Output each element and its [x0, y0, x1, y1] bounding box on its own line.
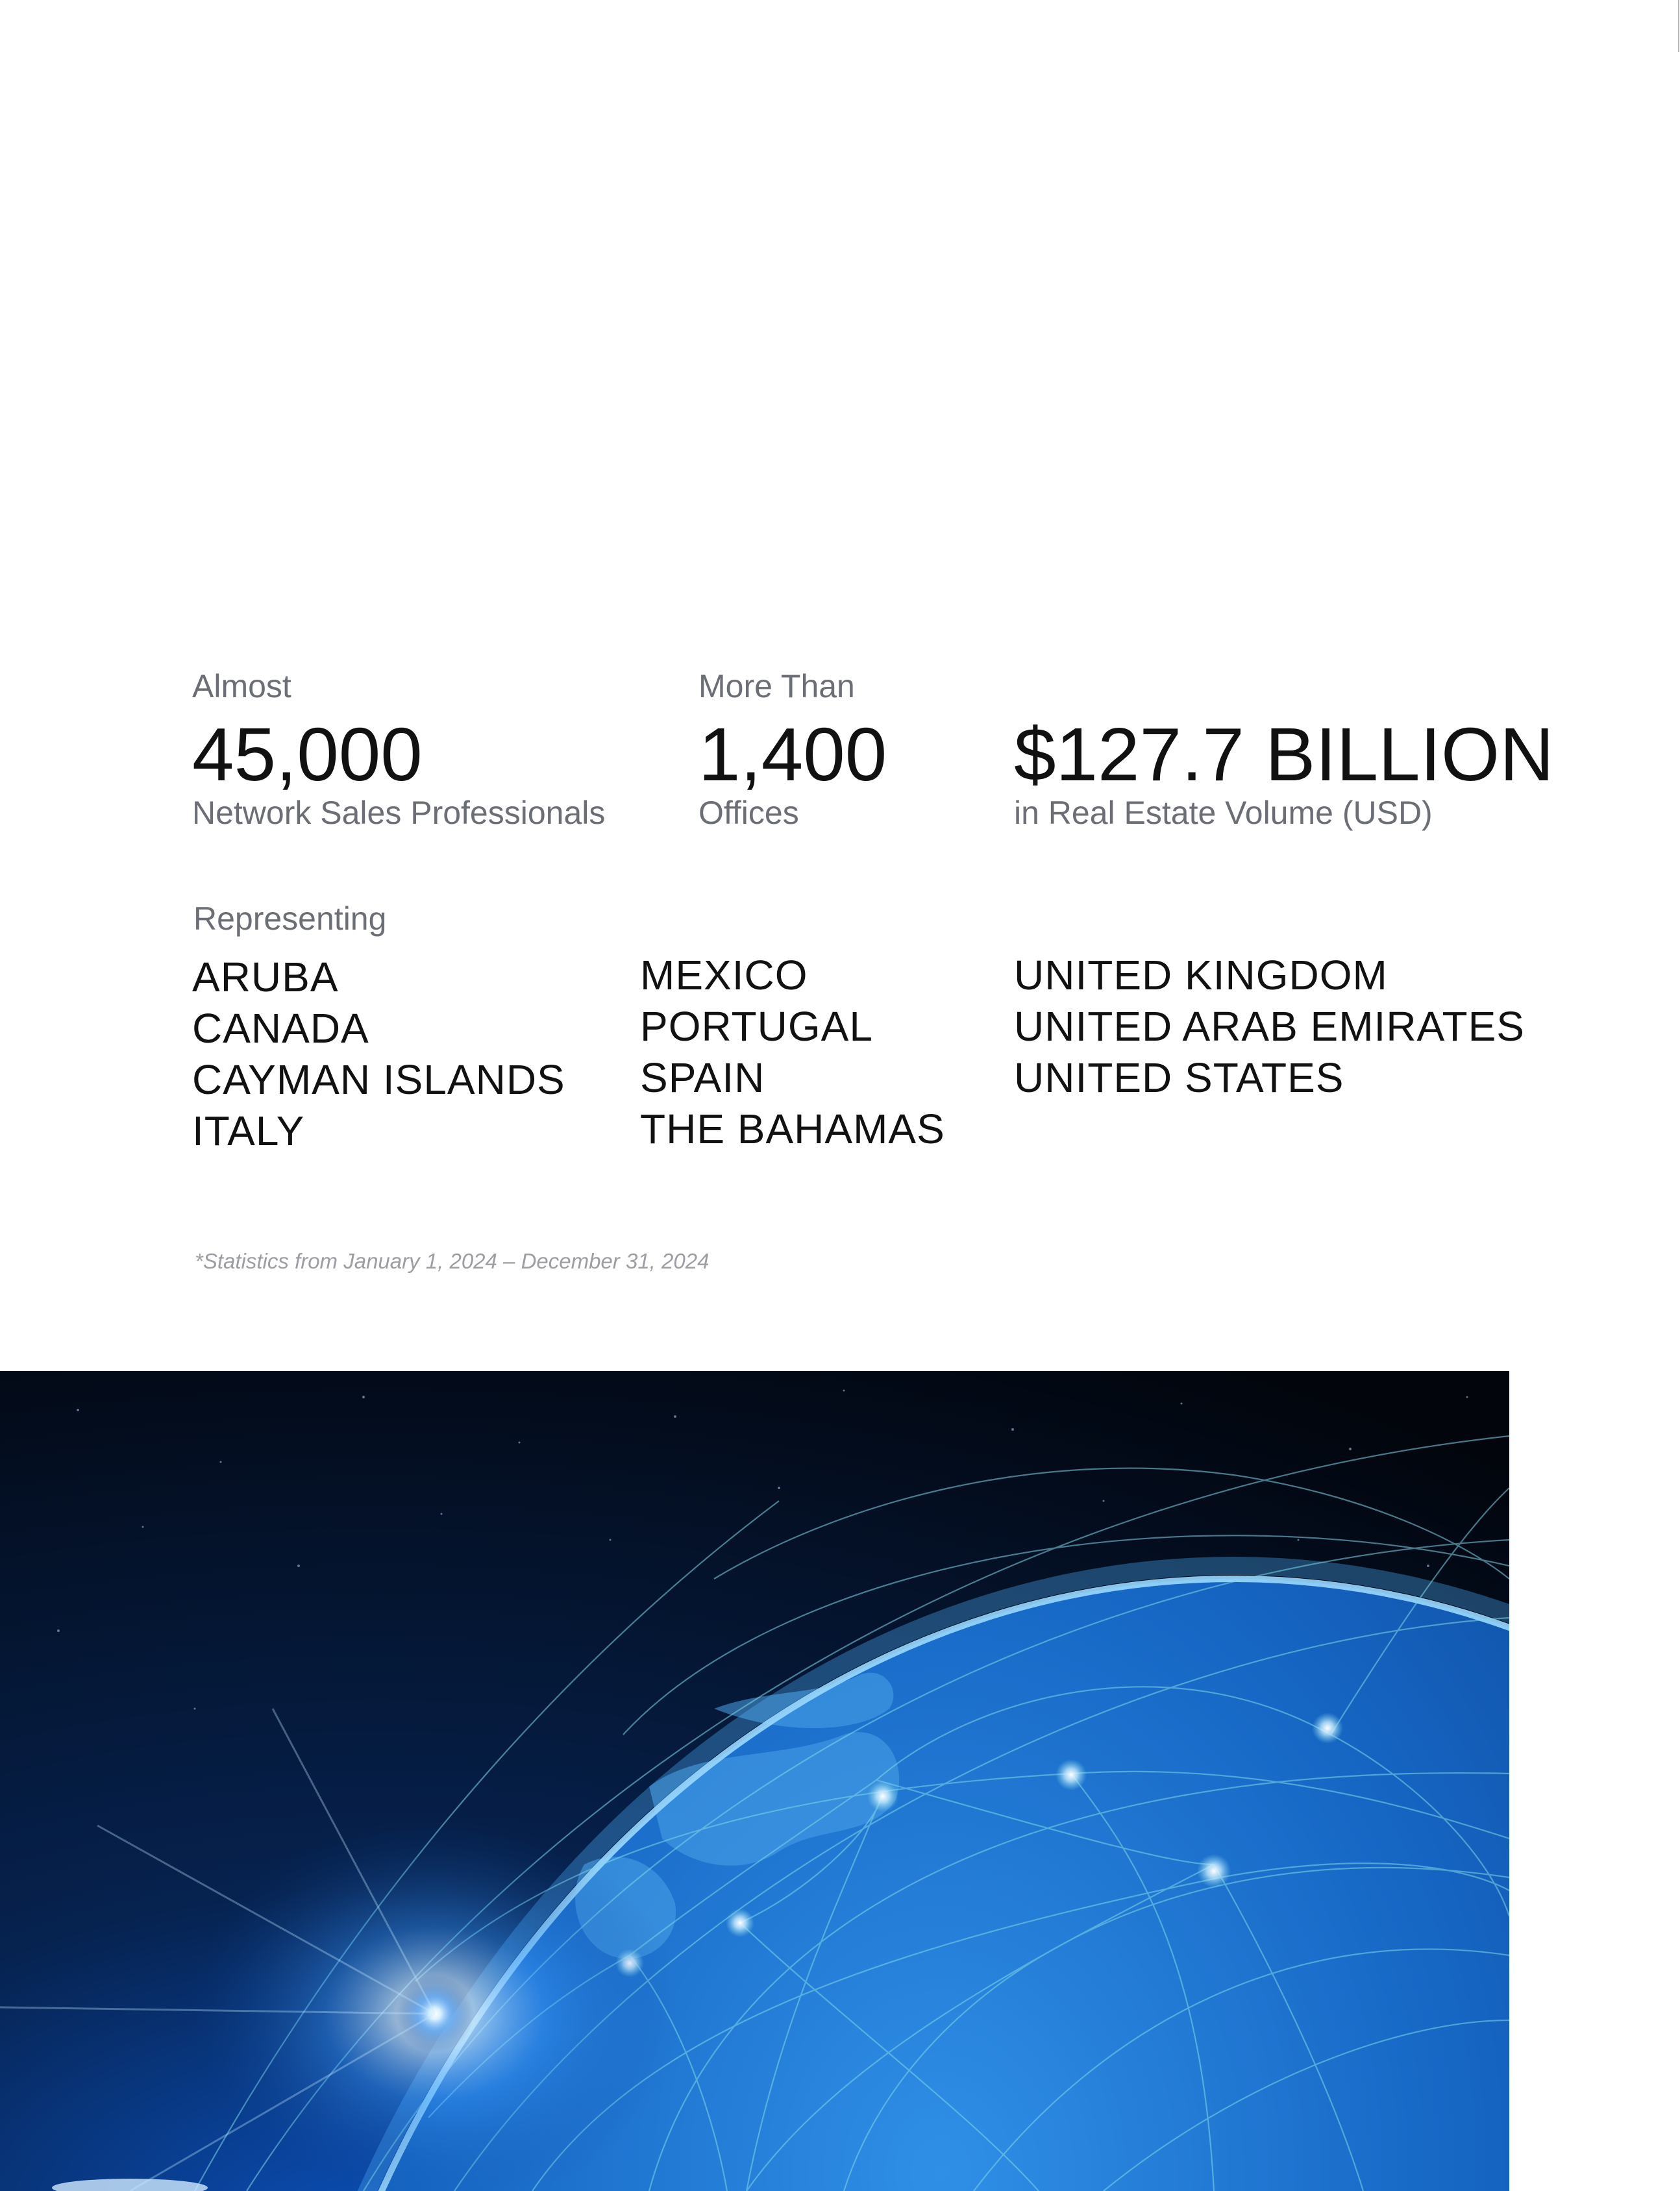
country-item: ITALY — [192, 1108, 305, 1154]
country-item: UNITED ARAB EMIRATES — [1014, 1003, 1525, 1050]
statistics-footnote: *Statistics from January 1, 2024 – December 31, 2024 — [195, 1249, 710, 1273]
country-item: SPAIN — [640, 1054, 765, 1101]
page-edge-divider — [1678, 0, 1679, 52]
country-item: MEXICO — [640, 952, 808, 998]
stat-value: $127.7 BILLION — [1014, 712, 1554, 797]
stat-value: 1,400 — [698, 712, 887, 797]
representing-label: Representing — [193, 900, 387, 937]
stat-value: 45,000 — [192, 712, 423, 797]
country-item: CANADA — [192, 1005, 369, 1052]
country-list-column-1 — [192, 952, 565, 1157]
stat-sales-professionals — [192, 663, 605, 832]
stat-offices — [698, 663, 887, 832]
country-item: ARUBA — [192, 954, 339, 1000]
stat-prefix — [1014, 663, 1554, 709]
country-list-column-2 — [640, 950, 945, 1155]
country-list-column-3 — [1014, 950, 1525, 1104]
stat-prefix: More Than — [698, 668, 855, 704]
stat-sales-volume — [1014, 663, 1554, 832]
stat-suffix: Offices — [698, 795, 799, 831]
country-item: UNITED KINGDOM — [1014, 952, 1388, 998]
country-item: PORTUGAL — [640, 1003, 873, 1050]
country-item: CAYMAN ISLANDS — [192, 1056, 565, 1103]
stat-suffix: in Real Estate Volume (USD) — [1014, 795, 1433, 831]
country-item: UNITED STATES — [1014, 1054, 1344, 1101]
globe-network-image — [0, 1371, 1509, 2191]
country-item: THE BAHAMAS — [640, 1106, 945, 1152]
stat-prefix: Almost — [192, 668, 291, 704]
stat-suffix: Network Sales Professionals — [192, 795, 606, 831]
